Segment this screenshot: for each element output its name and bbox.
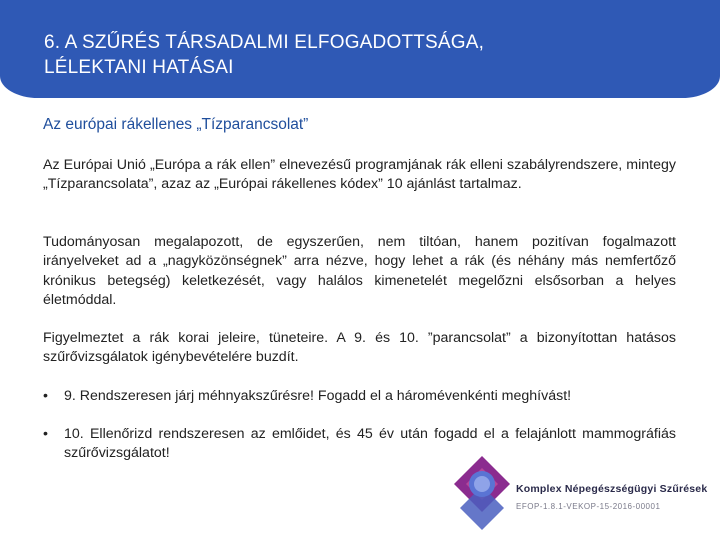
page-title xyxy=(44,30,684,80)
logo-name: Komplex Népegészségügyi Szűrések xyxy=(516,483,708,495)
section-subtitle: Az európai rákellenes „Tízparancsolat” xyxy=(43,116,309,133)
program-logo xyxy=(452,438,720,540)
paragraph-guidelines: Tudományosan megalapozott, de egyszerűen, nem tiltóan, hanem pozitívan fogalmazott irányelveket ad a „nagyközönségnek” arra nézve, hogy lehet a rák (és néhány más nemfertőző krónikus betegség) keletkezését, vagy halálos kimenetelét megelőzni elsősorban a helyes életmóddal. xyxy=(43,234,676,308)
logo-mark-icon xyxy=(452,438,516,540)
title-banner xyxy=(0,0,720,98)
bullet-marker: • xyxy=(43,426,48,442)
page-title-line-2: LÉLEKTANI HATÁSAI xyxy=(44,57,234,78)
bullet-text: 10. Ellenőrizd rendszeresen az emlőidet, és 45 év után fogadd el a felajánlott mammográfiás szűrővizsgálatot! xyxy=(64,426,676,462)
logo-project-code: EFOP-1.8.1-VEKOP-15-2016-00001 xyxy=(516,502,661,511)
paragraph-warning: Figyelmeztet a rák korai jeleire, tüneteire. A 9. és 10. ”parancsolat” a bizonyítottan hatásos szűrővizsgálatok igénybevételére buzdít. xyxy=(43,330,676,366)
bullet-text: 9. Rendszeresen járj méhnyakszűrésre! Fogadd el a háromévenkénti meghívást! xyxy=(64,388,572,404)
page-title-line-1: 6. A SZŰRÉS TÁRSADALMI ELFOGADOTTSÁGA, xyxy=(44,32,485,53)
paragraph-intro: Az Európai Unió „Európa a rák ellen” elnevezésű programjának rák elleni szabályrendszere, mintegy „Tízparancsolata”, azaz az „Európai rákellenes kódex” 10 ajánlást tartalmaz. xyxy=(43,157,676,193)
bullet-marker: • xyxy=(43,388,48,404)
